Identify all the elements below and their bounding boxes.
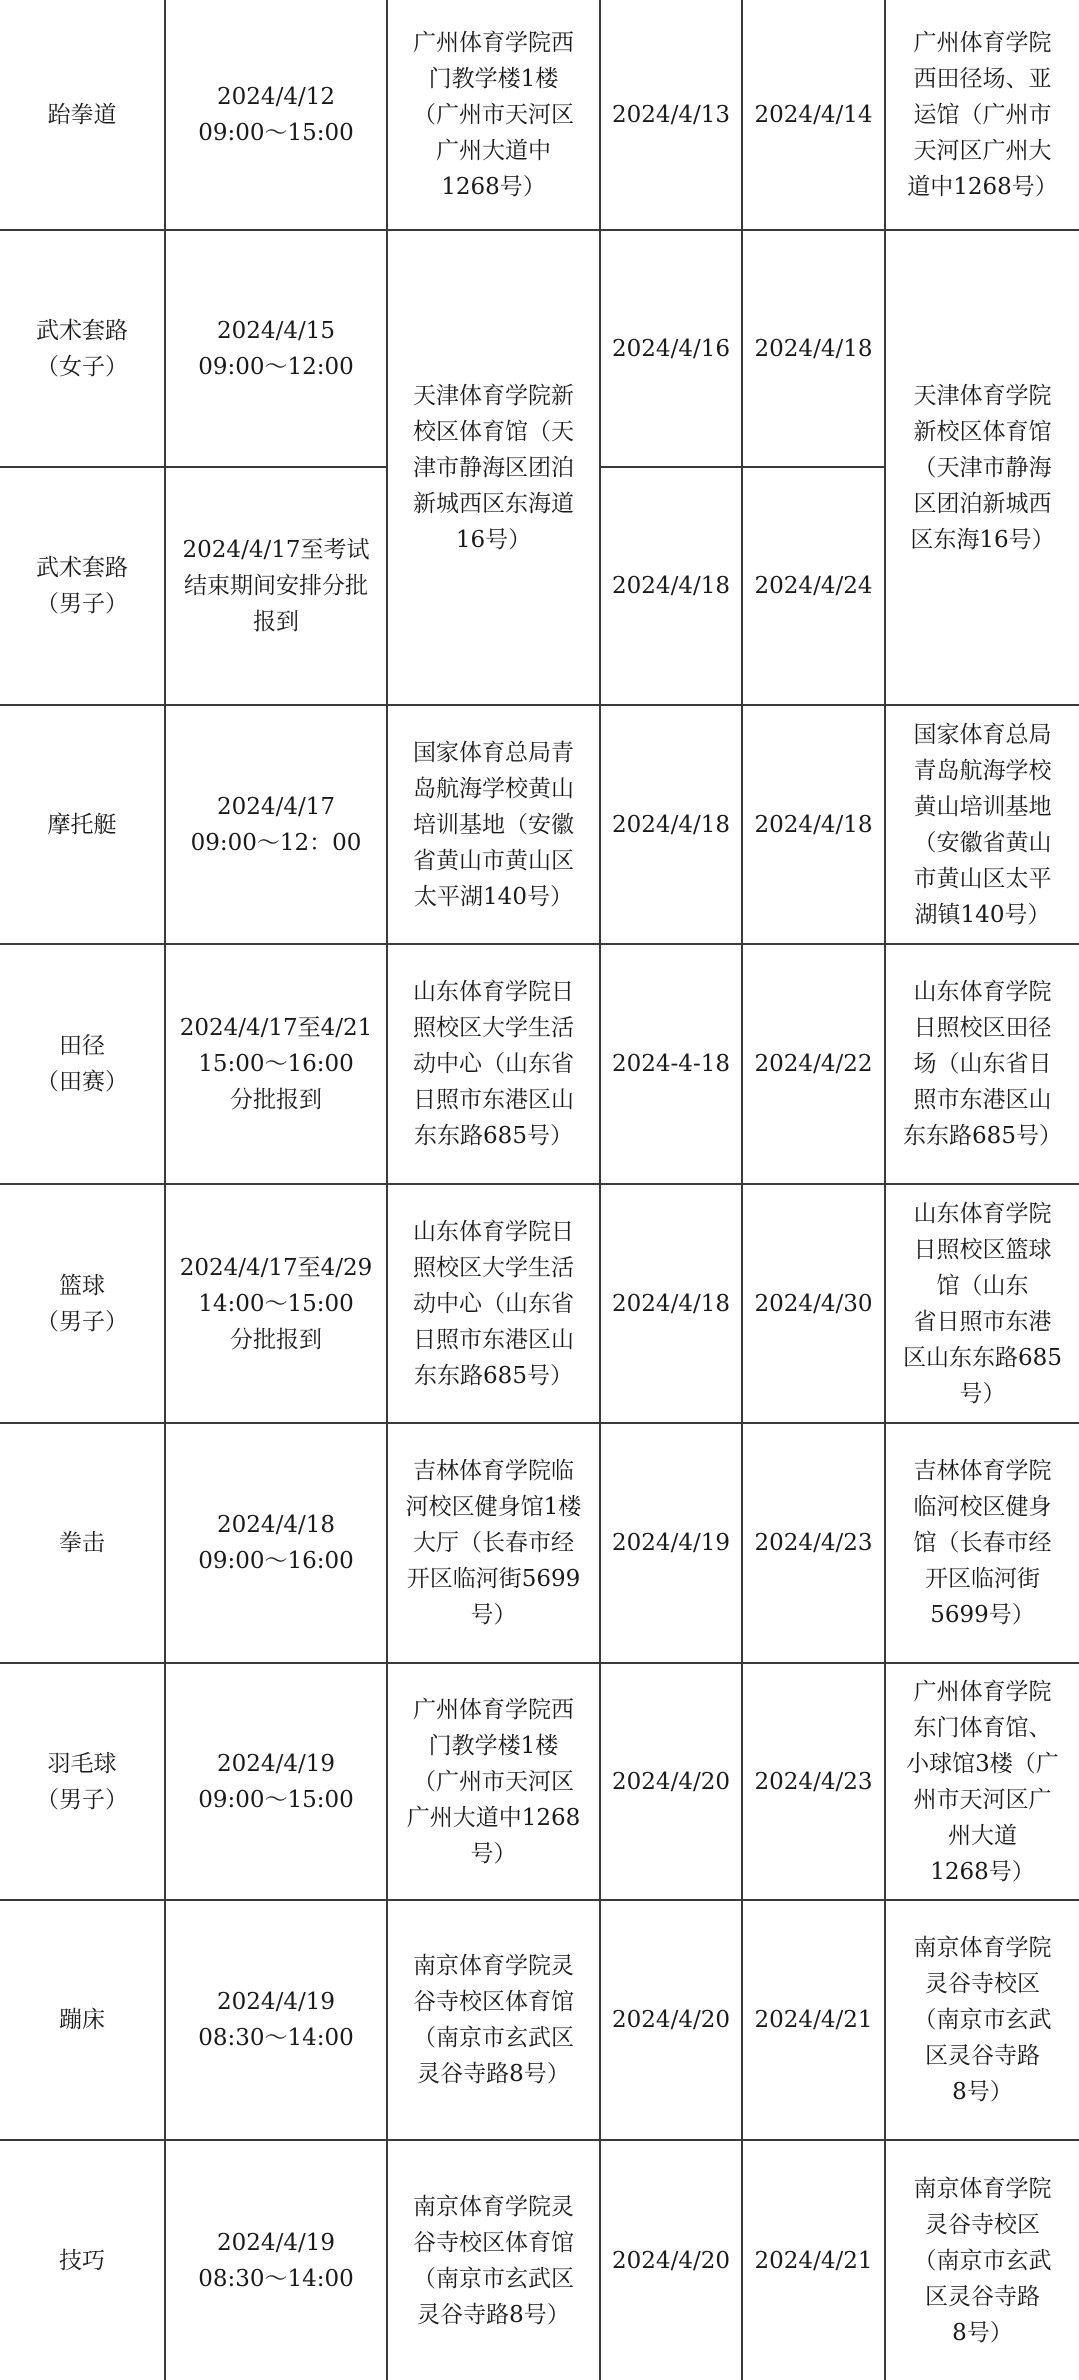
checkin-venue-cell: 广州体育学院西 门教学楼1楼 （广州市天河区 广州大道中1268 号） — [387, 1663, 600, 1900]
registration-time-cell: 2024/4/17至4/29 14:00～15:00 分批报到 — [165, 1184, 387, 1423]
table-row — [0, 1663, 1079, 1900]
end-date-cell: 2024/4/23 — [742, 1663, 885, 1900]
competition-venue-cell: 吉林体育学院 临河校区健身 馆（长春市经 开区临河街 5699号） — [885, 1423, 1079, 1663]
competition-venue-cell: 广州体育学院 东门体育馆、 小球馆3楼（广 州市天河区广 州大道 1268号） — [885, 1663, 1079, 1900]
table-row — [0, 705, 1079, 944]
registration-time-cell: 2024/4/17至4/21 15:00～16:00 分批报到 — [165, 944, 387, 1184]
registration-time-cell: 2024/4/15 09:00～12:00 — [165, 230, 387, 467]
end-date-cell: 2024/4/21 — [742, 1900, 885, 2140]
checkin-venue-cell: 山东体育学院日 照校区大学生活 动中心（山东省 日照市东港区山 东东路685号） — [387, 1184, 600, 1423]
checkin-venue-cell: 吉林体育学院临 河校区健身馆1楼 大厅（长春市经 开区临河街5699 号） — [387, 1423, 600, 1663]
end-date-cell: 2024/4/30 — [742, 1184, 885, 1423]
start-date-cell: 2024/4/19 — [600, 1423, 742, 1663]
checkin-venue-cell: 南京体育学院灵 谷寺校区体育馆 （南京市玄武区 灵谷寺路8号） — [387, 2140, 600, 2380]
start-date-cell: 2024/4/13 — [600, 0, 742, 230]
sport-cell: 技巧 — [0, 2140, 165, 2380]
start-date-cell: 2024/4/18 — [600, 705, 742, 944]
checkin-venue-cell: 广州体育学院西 门教学楼1楼 （广州市天河区 广州大道中 1268号） — [387, 0, 600, 230]
competition-venue-cell: 南京体育学院 灵谷寺校区 （南京市玄武 区灵谷寺路 8号） — [885, 1900, 1079, 2140]
sport-cell: 田径 （田赛） — [0, 944, 165, 1184]
registration-time-cell: 2024/4/12 09:00～15:00 — [165, 0, 387, 230]
checkin-venue-cell: 山东体育学院日 照校区大学生活 动中心（山东省 日照市东港区山 东东路685号） — [387, 944, 600, 1184]
sport-cell: 羽毛球 （男子） — [0, 1663, 165, 1900]
registration-time-cell: 2024/4/19 08:30～14:00 — [165, 1900, 387, 2140]
end-date-cell: 2024/4/21 — [742, 2140, 885, 2380]
sport-cell: 篮球 （男子） — [0, 1184, 165, 1423]
table-row — [0, 1900, 1079, 2140]
checkin-venue-cell: 南京体育学院灵 谷寺校区体育馆 （南京市玄武区 灵谷寺路8号） — [387, 1900, 600, 2140]
table-row — [0, 230, 1079, 467]
registration-time-cell: 2024/4/18 09:00～16:00 — [165, 1423, 387, 1663]
table-row — [0, 1184, 1079, 1423]
start-date-cell: 2024-4-18 — [600, 944, 742, 1184]
competition-venue-cell: 南京体育学院 灵谷寺校区 （南京市玄武 区灵谷寺路 8号） — [885, 2140, 1079, 2380]
table-row — [0, 1423, 1079, 1663]
competition-venue-cell: 山东体育学院 日照校区篮球 馆（山东 省日照市东港 区山东东路685 号） — [885, 1184, 1079, 1423]
end-date-cell: 2024/4/22 — [742, 944, 885, 1184]
competition-venue-cell: 山东体育学院 日照校区田径 场（山东省日 照市东港区山 东东路685号） — [885, 944, 1079, 1184]
sport-cell: 摩托艇 — [0, 705, 165, 944]
table-row — [0, 0, 1079, 230]
end-date-cell: 2024/4/18 — [742, 230, 885, 467]
registration-time-cell: 2024/4/19 09:00～15:00 — [165, 1663, 387, 1900]
end-date-cell: 2024/4/14 — [742, 0, 885, 230]
start-date-cell: 2024/4/20 — [600, 1663, 742, 1900]
competition-venue-cell: 广州体育学院 西田径场、亚 运馆（广州市 天河区广州大 道中1268号） — [885, 0, 1079, 230]
start-date-cell: 2024/4/18 — [600, 1184, 742, 1423]
end-date-cell: 2024/4/24 — [742, 467, 885, 705]
registration-time-cell: 2024/4/19 08:30～14:00 — [165, 2140, 387, 2380]
start-date-cell: 2024/4/20 — [600, 1900, 742, 2140]
end-date-cell: 2024/4/18 — [742, 705, 885, 944]
sport-cell: 武术套路 （女子） — [0, 230, 165, 467]
start-date-cell: 2024/4/20 — [600, 2140, 742, 2380]
end-date-cell: 2024/4/23 — [742, 1423, 885, 1663]
registration-time-cell: 2024/4/17 09:00～12：00 — [165, 705, 387, 944]
sport-cell: 蹦床 — [0, 1900, 165, 2140]
sport-cell: 武术套路 （男子） — [0, 467, 165, 705]
start-date-cell: 2024/4/18 — [600, 467, 742, 705]
checkin-venue-cell: 国家体育总局青 岛航海学校黄山 培训基地（安徽 省黄山市黄山区 太平湖140号） — [387, 705, 600, 944]
start-date-cell: 2024/4/16 — [600, 230, 742, 467]
registration-time-cell: 2024/4/17至考试 结束期间安排分批 报到 — [165, 467, 387, 705]
competition-venue-cell: 国家体育总局 青岛航海学校 黄山培训基地 （安徽省黄山 市黄山区太平 湖镇140号） — [885, 705, 1079, 944]
table-row — [0, 2140, 1079, 2380]
table-row — [0, 944, 1079, 1184]
checkin-venue-cell: 天津体育学院新 校区体育馆（天 津市静海区团泊 新城西区东海道 16号） — [387, 230, 600, 705]
sport-cell: 拳击 — [0, 1423, 165, 1663]
sport-cell: 跆拳道 — [0, 0, 165, 230]
competition-venue-cell: 天津体育学院 新校区体育馆 （天津市静海 区团泊新城西 区东海16号） — [885, 230, 1079, 705]
